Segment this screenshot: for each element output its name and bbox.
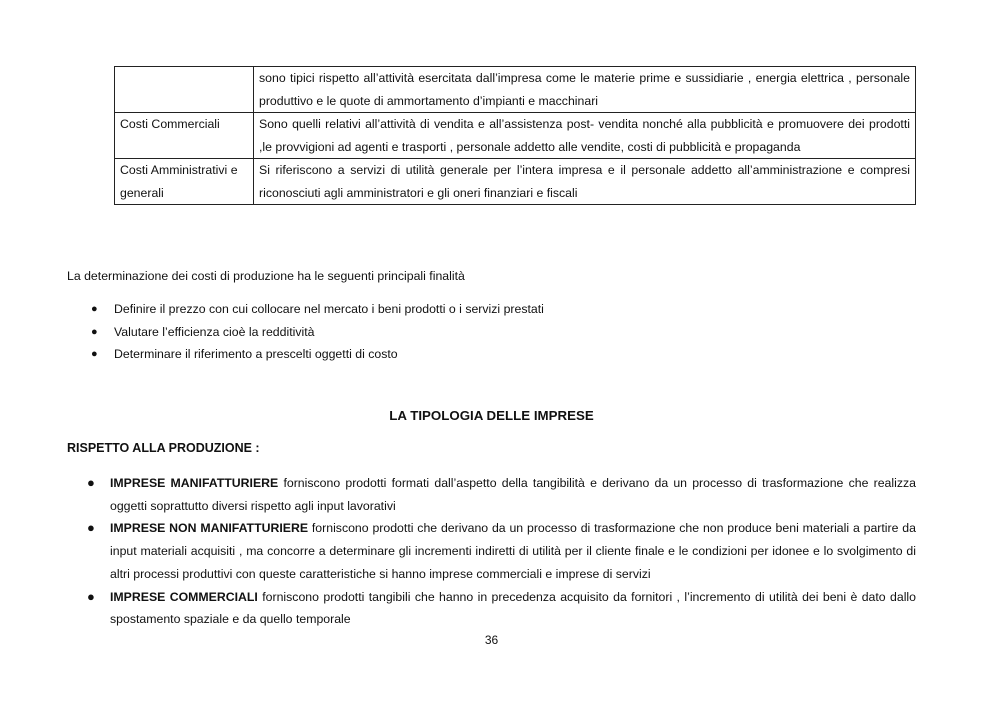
term: IMPRESE COMMERCIALI <box>110 589 258 604</box>
cost-table <box>114 66 916 205</box>
bullet-icon: ● <box>87 588 95 604</box>
finalita-list <box>67 298 927 366</box>
cost-description: sono tipici rispetto all’attività esercitata dall’impresa come le materie prime e sussidiarie , energia elettrica , personale produttivo e le quote di ammortamento d’impianti e macchinari <box>254 67 916 113</box>
term: IMPRESE NON MANIFATTURIERE <box>110 521 309 536</box>
list-item-text: Definire il prezzo con cui collocare nel mercato i beni prodotti o i servizi prestati <box>114 302 544 316</box>
cost-label <box>115 67 254 113</box>
imprese-list <box>67 472 916 631</box>
bullet-icon: ● <box>87 475 95 490</box>
list-item <box>67 343 927 366</box>
list-item <box>67 298 927 321</box>
table-row <box>115 67 916 113</box>
term: IMPRESE MANIFATTURIERE <box>110 476 279 490</box>
section-title: LA TIPOLOGIA DELLE IMPRESE <box>389 408 594 423</box>
list-item-text: Valutare l’efficienza cioè la redditività <box>114 324 315 339</box>
cost-label: Costi Amministrativi e generali <box>115 159 254 205</box>
list-item <box>67 517 916 585</box>
list-item-text: Determinare il riferimento a prescelti oggetti di costo <box>114 347 398 361</box>
cost-description: Si riferiscono a servizi di utilità generale per l’intera impresa e il personale addetto all’amministrazione e compresi riconosciuti agli amministratori e gli oneri finanziari e fiscali <box>254 159 916 205</box>
cost-description: Sono quelli relativi all’attività di vendita e all’assistenza post- vendita nonché alla pubblicità e promuovere dei prodotti ,le provvigioni ad agenti e trasporti , personale addetto alle vendite, costi di pubblicità e propaganda <box>254 113 916 159</box>
cost-label: Costi Commerciali <box>115 113 254 159</box>
list-item <box>67 321 927 344</box>
bullet-icon: ● <box>91 348 98 360</box>
subsection-title: RISPETTO ALLA PRODUZIONE : <box>67 441 260 455</box>
bullet-icon: ● <box>91 325 98 338</box>
bullet-icon: ● <box>87 520 95 536</box>
definition: forniscono prodotti tangibili che hanno in precedenza acquisito da fornitori , l’incremento di utilità dei beni è dato dallo spostamento spaziale e da quello temporale <box>110 589 916 627</box>
definition: forniscono prodotti formati dall’aspetto della tangibilità e derivano da un processo di trasformazione che realizza oggetti soprattutto diversi rispetto agli input lavorativi <box>110 476 916 513</box>
table-row <box>115 113 916 159</box>
table-row <box>115 159 916 205</box>
list-item <box>67 586 916 631</box>
page-number: 36 <box>484 633 499 647</box>
list-item <box>67 472 916 517</box>
intro-paragraph: La determinazione dei costi di produzione ha le seguenti principali finalità <box>67 269 465 283</box>
definition: forniscono prodotti che derivano da un processo di trasformazione che non produce beni materiali a partire da input materiali acquisiti , ma concorre a determinare gli incrementi indiretti di utilità per il cliente finale e le condizioni per idonee e lo svolgimento di altri processi produttivi con queste caratteristiche si hanno imprese commerciali e imprese di servizi <box>110 521 916 581</box>
bullet-icon: ● <box>91 303 98 315</box>
